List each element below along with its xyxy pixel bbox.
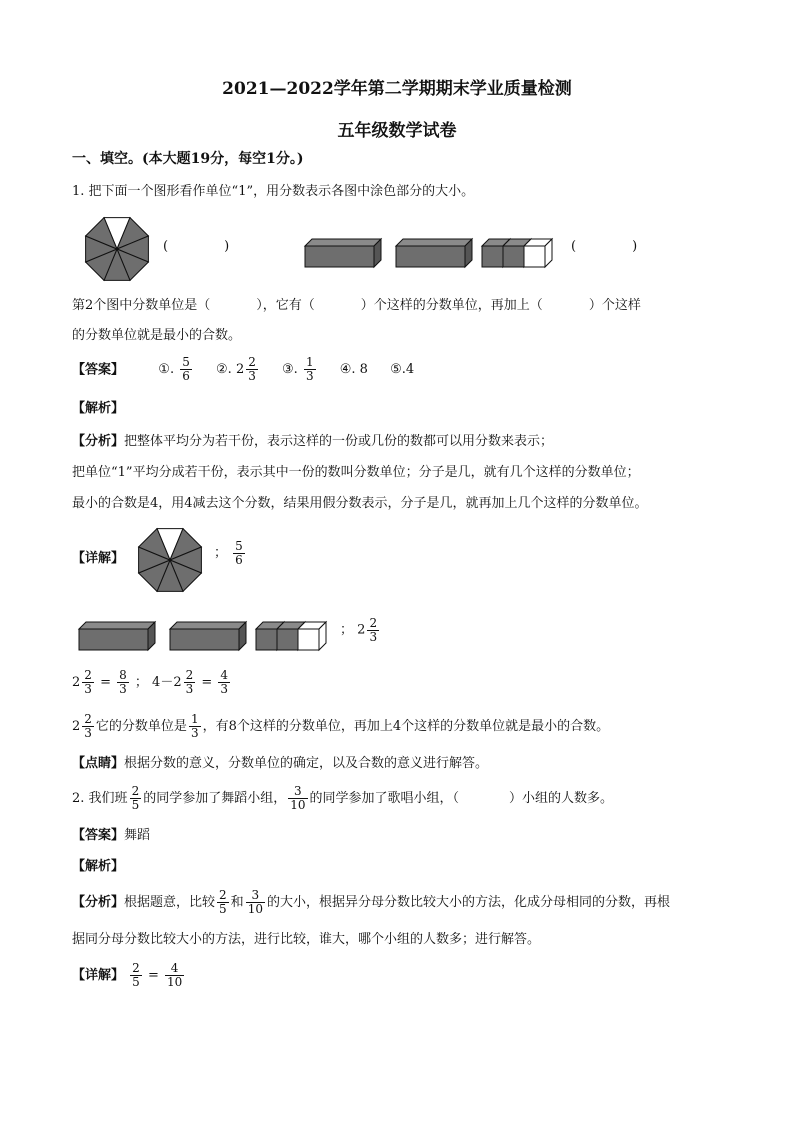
- segment-2-front: [503, 246, 524, 267]
- answer-label: 【答案】: [72, 362, 125, 378]
- q1-analysis-label: 【解析】: [72, 401, 125, 416]
- segment-2-front: [277, 629, 298, 650]
- q1-fenxi-1: 【分析】把整体平均分为若干份，表示这样的一份或几份的数都可以用分数来表示；: [72, 434, 554, 449]
- q1-blank-1: ( ): [163, 239, 230, 254]
- answer-2: ②. 2 $\frac{2}{3}$: [216, 355, 256, 383]
- q2-answer: 【答案】舞蹈: [72, 828, 151, 843]
- answer-3: ③. $\frac{1}{3}$: [282, 355, 314, 383]
- full-bar-2-top: [170, 622, 246, 629]
- q2-analysis-label: 【解析】: [72, 859, 125, 874]
- q1-fenxi-3: 最小的合数是4，用4减去这个分数，结果用假分数表示，分子是几，就再加上几个这样的分数单位。: [72, 496, 648, 511]
- section-heading: 一、填空。(本大题19分，每空1分。): [72, 151, 304, 167]
- exam-subtitle: 五年级数学试卷: [337, 121, 457, 141]
- q1-question-line-2: 的分数单位就是最小的合数。: [72, 328, 242, 343]
- q1-number: 1.: [72, 184, 85, 199]
- answer-4: ④. 8: [339, 362, 368, 377]
- q1-equation-line: 2 $\frac{2}{3}$ = $\frac{8}{3}$ ； 4－2 $\frac{2}{3}$ = $\frac{4}{3}$: [72, 668, 229, 696]
- full-bar-1-top: [79, 622, 155, 629]
- q1-dianjing: 【点睛】根据分数的意义，分数单位的确定，以及合数的意义进行解答。: [72, 756, 489, 771]
- segment-3-front: [524, 246, 545, 267]
- q1-prompt-text: 把下面一个图形看作单位“1”，用分数表示各图中涂色部分的大小。: [88, 184, 475, 199]
- answer-1: ①. $\frac{5}{6}$: [158, 355, 190, 383]
- q1-question-line-1: 第2个图中分数单位是（ ），它有（ ）个这样的分数单位，再加上（ ）个这样: [72, 298, 641, 313]
- q1-unit-line: 2 $\frac{2}{3}$ 它的分数单位是 $\frac{1}{3}$ ，有8个这样的分数单位，再加上4个这样的分数单位就是最小的合数。: [72, 712, 610, 740]
- full-bar-1-top: [305, 239, 381, 246]
- bars-figure-2: [304, 238, 556, 268]
- full-bar-2-top: [396, 239, 472, 246]
- q1-detail-fraction-1: ； $\frac{5}{6}$: [214, 539, 243, 567]
- q1-detail-label: 【详解】: [72, 551, 125, 566]
- bars-figure-detail: [78, 621, 330, 651]
- q1-detail-fraction-2: ； 2 $\frac{2}{3}$: [340, 616, 378, 644]
- q1-prompt: [72, 182, 474, 202]
- full-bar-1-front: [305, 246, 374, 267]
- answer-5: ⑤.4: [390, 362, 415, 377]
- segment-1-front: [256, 629, 277, 650]
- full-bar-1-front: [79, 629, 148, 650]
- q2-detail: 【详解】 $\frac{2}{5}$ = $\frac{4}{10}$: [72, 961, 183, 989]
- pinwheel-figure-detail: [133, 527, 207, 593]
- q1-answer: [72, 356, 432, 385]
- full-bar-2-front: [396, 246, 465, 267]
- full-bar-2-front: [170, 629, 239, 650]
- segment-3-front: [298, 629, 319, 650]
- q2-fenxi-2: 据同分母分数比较大小的方法，进行比较，谁大，哪个小组的人数多；进行解答。: [72, 932, 541, 947]
- exam-title: 2021—2022学年第二学期期末学业质量检测: [222, 79, 572, 99]
- q2-question: 2. 我们班 $\frac{2}{5}$ 的同学参加了舞蹈小组， $\frac{3}{10}$ 的同学参加了歌唱小组，（ ）小组的人数多。: [72, 784, 614, 812]
- segment-1-front: [482, 246, 503, 267]
- q1-blank-2: ( ): [571, 239, 638, 254]
- q2-fenxi-1: 【分析】根据题意，比较 $\frac{2}{5}$ 和 $\frac{3}{10}$ 的大小，根据异分母分数比较大小的方法，化成分母相同的分数，再根: [72, 888, 670, 916]
- q1-fenxi-2: 把单位“1”平均分成若干份，表示其中一份的数叫分数单位；分子是几，就有几个这样的分数单位；: [72, 465, 640, 480]
- pinwheel-figure-1: [80, 216, 154, 282]
